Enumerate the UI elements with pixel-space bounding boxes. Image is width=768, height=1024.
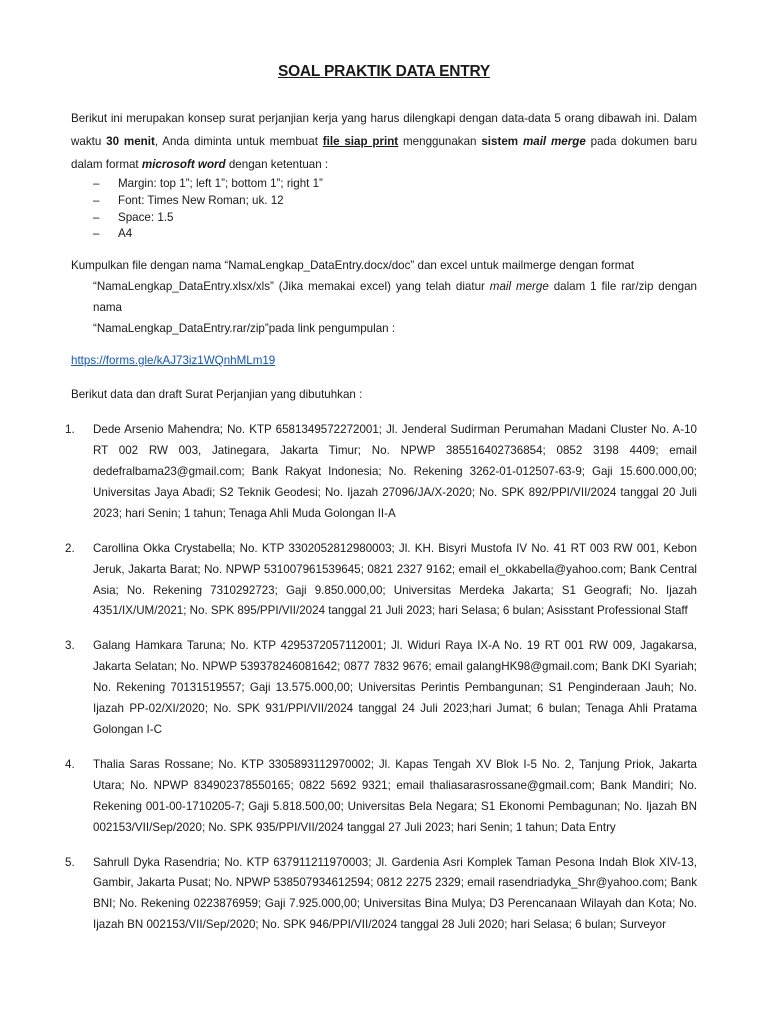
- submission-text-4: “NamaLengkap_DataEntry.rar/zip”pada link pengumpulan :: [93, 322, 396, 336]
- entries-list: [65, 420, 697, 936]
- intro-time: 30 menit: [106, 135, 155, 148]
- entry-item: [65, 539, 697, 623]
- requirement-item: [71, 210, 697, 227]
- entry-item: [65, 755, 697, 839]
- dash-bullet: –: [93, 227, 100, 241]
- document-title: SOAL PRAKTIK DATA ENTRY: [277, 63, 491, 80]
- intro-text-5: pada dokumen baru dalam format: [71, 135, 698, 171]
- intro-text-6: dengan ketentuan :: [225, 158, 329, 171]
- entry-number: 1.: [65, 423, 75, 437]
- entry-item: [65, 853, 697, 937]
- requirement-item: [71, 193, 697, 210]
- intro-text-1: Berikut ini merupakan konsep surat perjanjian kerja yang harus dilengkapi dengan data-data 5 orang dibawah ini. Dalam waktu: [71, 112, 697, 148]
- entry-text: Carollina Okka Crystabella; No. KTP 3302052812980003; Jl. KH. Bisyri Mustofa IV No. 41 RT 003 RW 001, Kebon Jeruk, Jakarta Barat; No. NPWP 531007961539645; 0821 2327 9162; email el_okkabella@yahoo.com; Bank Central Asia; No. Rekening 7310292723; Gaji 9.850.000,00; Universitas Merdeka Jakarta; S1 Geografi; No. Ijazah 4351/IX/UM/2021; No. SPK 895/PPI/VII/2024 tanggal 21 Juli 2023; hari Selasa; 6 bulan; Asisstant Professional Staff: [93, 541, 697, 618]
- entry-text: Thalia Saras Rossane; No. KTP 3305893112970002; Jl. Kapas Tengah XV Blok I-5 No. 2, Tanjung Priok, Jakarta Utara; No. NPWP 834902378550165; 0822 5692 9321; email thaliasarasrossane@gmail.com; Bank Mandiri; No. Rekening 001-00-1710205-7; Gaji 5.818.500,00; Universitas Bela Negara; S1 Ekonomi Pembagunan; No. Ijazah BN 002153/VII/Sep/2020; No. SPK 935/PPI/VII/2024 tanggal 27 Juli 2023; hari Senin; 1 tahun; Data Entry: [93, 757, 697, 834]
- dash-bullet: –: [93, 210, 100, 224]
- submission-mail-merge: mail merge: [489, 280, 549, 294]
- submission-paragraph: [71, 255, 697, 339]
- dash-bullet: –: [93, 193, 100, 207]
- entry-text: Sahrull Dyka Rasendria; No. KTP 637911211970003; Jl. Gardenia Asri Komplek Taman Pesona Indah Blok XIV-13, Gambir, Jakarta Pusat; No. NPWP 538507934612594; 0812 2275 2329; email rasendriadyka_Shr@yahoo.com; Bank BNI; No. Rekening 0223876959; Gaji 7.925.000,00; Universitas Bina Mulya; D3 Perencanaan Wilayah dan Kota; No. Ijazah BN 002153/VII/Sep/2020; No. SPK 946/PPI/VII/2024 tanggal 28 Juli 2020; hari Selasa; 6 bulan; Surveyor: [93, 855, 697, 932]
- requirement-item: [71, 176, 697, 193]
- requirement-item: [71, 226, 697, 243]
- submission-text-2: “NamaLengkap_DataEntry.xlsx/xls” (Jika memakai excel) yang telah diatur: [93, 280, 490, 294]
- submission-link[interactable]: https://forms.gle/kAJ73iz1WQnhMLm19: [71, 354, 276, 368]
- entry-number: 4.: [65, 757, 75, 771]
- intro-text-2: , Anda diminta untuk membuat: [154, 135, 323, 148]
- requirement-text: Space: 1.5: [118, 210, 174, 224]
- requirement-text: A4: [118, 227, 133, 241]
- entry-number: 3.: [65, 639, 75, 653]
- data-intro: Berikut data dan draft Surat Perjanjian yang dibutuhkan :: [71, 388, 363, 402]
- entry-number: 5.: [65, 855, 75, 869]
- requirements-list: [71, 176, 697, 243]
- dash-bullet: –: [93, 177, 100, 190]
- entry-text: Galang Hamkara Taruna; No. KTP 4295372057112001; Jl. Widuri Raya IX-A No. 19 RT 001 RW 009, Jagakarsa, Jakarta Selatan; No. NPWP 539378246081642; 0877 7832 9676; email galangHK98@gmail.com; Bank DKI Syariah; No. Rekening 70131519557; Gaji 13.575.000,00; Universitas Perintis Pembangunan; S1 Penginderaan Jauh; No. Ijazah PP-02/XI/2020; No. SPK 931/PPI/VII/2024 tanggal 24 Juli 2023;hari Jumat; 6 bulan; Tenaga Ahli Pratama Golongan I-C: [93, 639, 697, 736]
- entry-item: [65, 636, 697, 741]
- intro-paragraph: [71, 107, 697, 176]
- entry-number: 2.: [65, 541, 75, 555]
- intro-microsoft-word: microsoft word: [141, 158, 226, 171]
- submission-text-3: dalam 1 file rar/zip dengan nama: [93, 280, 697, 315]
- intro-sistem: sistem: [481, 135, 519, 148]
- entry-item: [65, 420, 697, 525]
- intro-file-print: file siap print: [322, 135, 399, 148]
- intro-text-3: menggunakan: [398, 135, 482, 148]
- submission-line-2: [71, 276, 697, 318]
- entry-text: Dede Arsenio Mahendra; No. KTP 6581349572272001; Jl. Jenderal Sudirman Perumahan Madani Cluster No. A-10 RT 002 RW 003, Jatinegara, Jakarta Timur; No. NPWP 385516402736854; 0852 3198 4409; email dedefralbama23@gmail.com; Bank Rakyat Indonesia; No. Rekening 3262-01-012507-63-9; Gaji 15.600.000,00; Universitas Jaya Abadi; S2 Teknik Geodesi; No. Ijazah 27096/JA/X-2020; No. SPK 892/PPI/VII/2024 tanggal 20 Juli 2023; hari Senin; 1 tahun; Tenaga Ahli Muda Golongan II-A: [93, 423, 697, 520]
- submission-text-1: Kumpulkan file dengan nama “NamaLengkap_DataEntry.docx/doc” dan excel untuk mailmerge dengan format: [71, 259, 635, 273]
- requirement-text: Margin: top 1”; left 1”; bottom 1”; right 1”: [118, 177, 323, 190]
- intro-mail-merge: mail merge: [522, 135, 586, 148]
- requirement-text: Font: Times New Roman; uk. 12: [118, 193, 284, 207]
